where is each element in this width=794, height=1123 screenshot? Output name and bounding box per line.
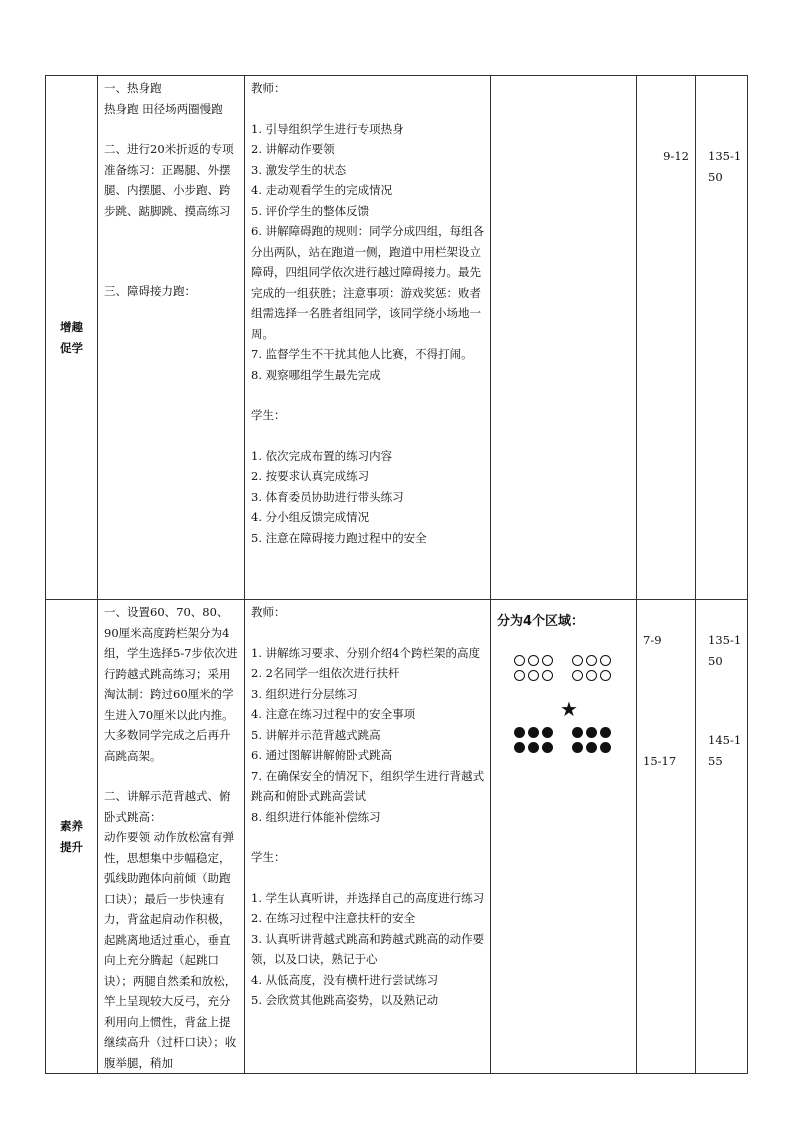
student-heading: 学生： (251, 850, 286, 864)
filled-circle-icon (572, 742, 583, 753)
list-item: 2. 2名同学一组依次进行扶杆 (251, 666, 400, 680)
student-group-open (572, 655, 624, 685)
section-title-cell (46, 76, 98, 600)
time-value: 7-9 (643, 633, 662, 647)
lesson-plan-table (45, 75, 748, 1074)
heart-rate-cell (696, 76, 748, 600)
heart-rate-value: 145-155 (708, 733, 742, 768)
method-cell (245, 76, 491, 600)
filled-circle-icon (586, 727, 597, 738)
list-item: 2. 在练习过程中注意扶杆的安全 (251, 911, 416, 925)
formation-diagram-cell (491, 600, 637, 1074)
time-value: 15-17 (643, 753, 677, 768)
list-item: 5. 讲解并示范背越式跳高 (251, 727, 381, 742)
heart-rate-value: 135-150 (708, 633, 742, 668)
list-item: 6. 通过图解讲解俯卧式跳高 (251, 748, 393, 762)
open-circle-icon (586, 655, 597, 666)
open-circle-icon (528, 670, 539, 681)
content-paragraph: 热身跑 田径场两圈慢跑 (104, 101, 223, 116)
list-item: 8. 组织进行体能补偿练习 (251, 809, 381, 824)
teacher-heading: 教师： (251, 605, 286, 619)
list-item: 3. 体育委员协助进行带头练习 (251, 489, 404, 504)
time-cell (637, 76, 696, 600)
open-circle-icon (528, 655, 539, 666)
time-cell (637, 600, 696, 1074)
list-item: 4. 分小组反馈完成情况 (251, 510, 370, 524)
student-group-filled (572, 727, 624, 757)
time-value: 9-12 (663, 149, 689, 163)
filled-circle-icon (514, 742, 525, 753)
list-item: 7. 监督学生不干扰其他人比赛，不得打闹。 (251, 347, 473, 361)
filled-circle-icon (542, 727, 553, 738)
open-circle-icon (600, 670, 611, 681)
list-item: 4. 走动观看学生的完成情况 (251, 183, 393, 197)
teacher-list (251, 119, 486, 386)
table-row-section2 (46, 600, 748, 1074)
list-item: 5. 评价学生的整体反馈 (251, 203, 370, 218)
student-group-filled (514, 727, 566, 757)
content-cell (98, 600, 245, 1074)
diagram-title: 分为4个区域： (497, 614, 585, 629)
heart-rate-value: 135-150 (708, 149, 742, 184)
list-item: 5. 会欣赏其他跳高姿势，以及熟记动 (251, 993, 439, 1007)
list-item: 1. 引导组织学生进行专项热身 (251, 121, 404, 136)
filled-circle-icon (586, 742, 597, 753)
student-group-open (514, 655, 566, 685)
open-circle-icon (514, 655, 525, 666)
list-item: 4. 从低高度，没有横杆进行尝试练习 (251, 972, 439, 987)
filled-circles-formation (497, 727, 636, 764)
table-row-section1 (46, 76, 748, 600)
filled-circle-icon (528, 727, 539, 738)
student-list (251, 446, 486, 549)
list-item: 2. 讲解动作要领 (251, 142, 335, 156)
filled-circle-icon (600, 727, 611, 738)
teacher-list (251, 643, 486, 828)
list-item: 2. 按要求认真完成练习 (251, 469, 370, 483)
filled-circle-icon (600, 742, 611, 753)
section-title: 增趣促学 (60, 320, 83, 355)
open-circle-icon (542, 655, 553, 666)
student-list (251, 888, 486, 1011)
open-circle-icon (600, 655, 611, 666)
heart-rate-cell (696, 600, 748, 1074)
list-item: 7. 在确保安全的情况下，组织学生进行背越式跳高和俯卧式跳高尝试 (251, 768, 485, 803)
list-item: 1. 依次完成布置的练习内容 (251, 448, 393, 463)
method-cell (245, 600, 491, 1074)
teacher-star-icon: ★ (560, 697, 578, 721)
filled-circle-icon (542, 742, 553, 753)
student-heading: 学生： (251, 408, 286, 422)
filled-circle-icon (572, 727, 583, 738)
diagram-cell-empty (491, 76, 637, 600)
content-paragraph: 二、进行20米折返的专项准备练习：正踢腿、外摆腿、内摆腿、小步跑、跨步跳、踮脚跳、摸高练习 (104, 142, 234, 218)
list-item: 5. 注意在障碍接力跑过程中的安全 (251, 530, 427, 545)
list-item: 3. 认真听讲背越式跳高和跨越式跳高的动作要领，以及口诀，熟记于心 (251, 931, 485, 966)
content-paragraph: 动作要领 动作放松富有弹性，思想集中步幅稳定，弧线助跑体向前倾（助跑口诀）；最后一步快速有力，背盆起肩动作积极，起跳离地适过重心，垂直向上充分腾起（起跳口诀）；两腿自然柔和放松，竿上呈现较大反弓，充分利用向上惯性，背盆上提继续高升（过杆口诀）；收腹举腿，稍加 (104, 830, 237, 1070)
list-item: 1. 讲解练习要求、分别介绍4个跨栏架的高度 (251, 645, 480, 660)
teacher-heading: 教师： (251, 81, 286, 95)
open-circles-formation (497, 655, 636, 692)
list-item: 6. 讲解障碍跑的规则：同学分成四组，每组各分出两队，站在跑道一侧，跑道中用栏架设立障碍，四组同学依次进行越过障碍接力。最先完成的一组获胜；注意事项：游戏奖惩：败者组需选择一名胜者组同学，该同学绕小场地一周。 (251, 224, 485, 341)
content-paragraph: 三、障碍接力跑： (104, 284, 196, 298)
list-item: 1. 学生认真听讲，并选择自己的高度进行练习 (251, 890, 485, 905)
content-cell (98, 76, 245, 600)
content-paragraph: 二、讲解示范背越式、俯卧式跳高： (104, 789, 231, 824)
list-item: 3. 激发学生的状态 (251, 162, 347, 177)
content-paragraph: 一、设置60、70、80、90厘米高度跨栏架分为4组，学生选择5-7步依次进行跨越式跳高练习；采用淘汰制：跨过60厘米的学生进入70厘米以此内推。大多数同学完成之后再升高跳高架。 (104, 605, 238, 763)
open-circle-icon (542, 670, 553, 681)
open-circle-icon (572, 655, 583, 666)
open-circle-icon (586, 670, 597, 681)
list-item: 3. 组织进行分层练习 (251, 686, 358, 701)
list-item: 4. 注意在练习过程中的安全事项 (251, 707, 416, 721)
filled-circle-icon (514, 727, 525, 738)
open-circle-icon (514, 670, 525, 681)
section-title: 素养提升 (60, 819, 83, 854)
open-circle-icon (572, 670, 583, 681)
section-title-cell (46, 600, 98, 1074)
filled-circle-icon (528, 742, 539, 753)
list-item: 8. 观察哪组学生最先完成 (251, 367, 381, 382)
content-paragraph: 一、热身跑 (104, 81, 162, 95)
